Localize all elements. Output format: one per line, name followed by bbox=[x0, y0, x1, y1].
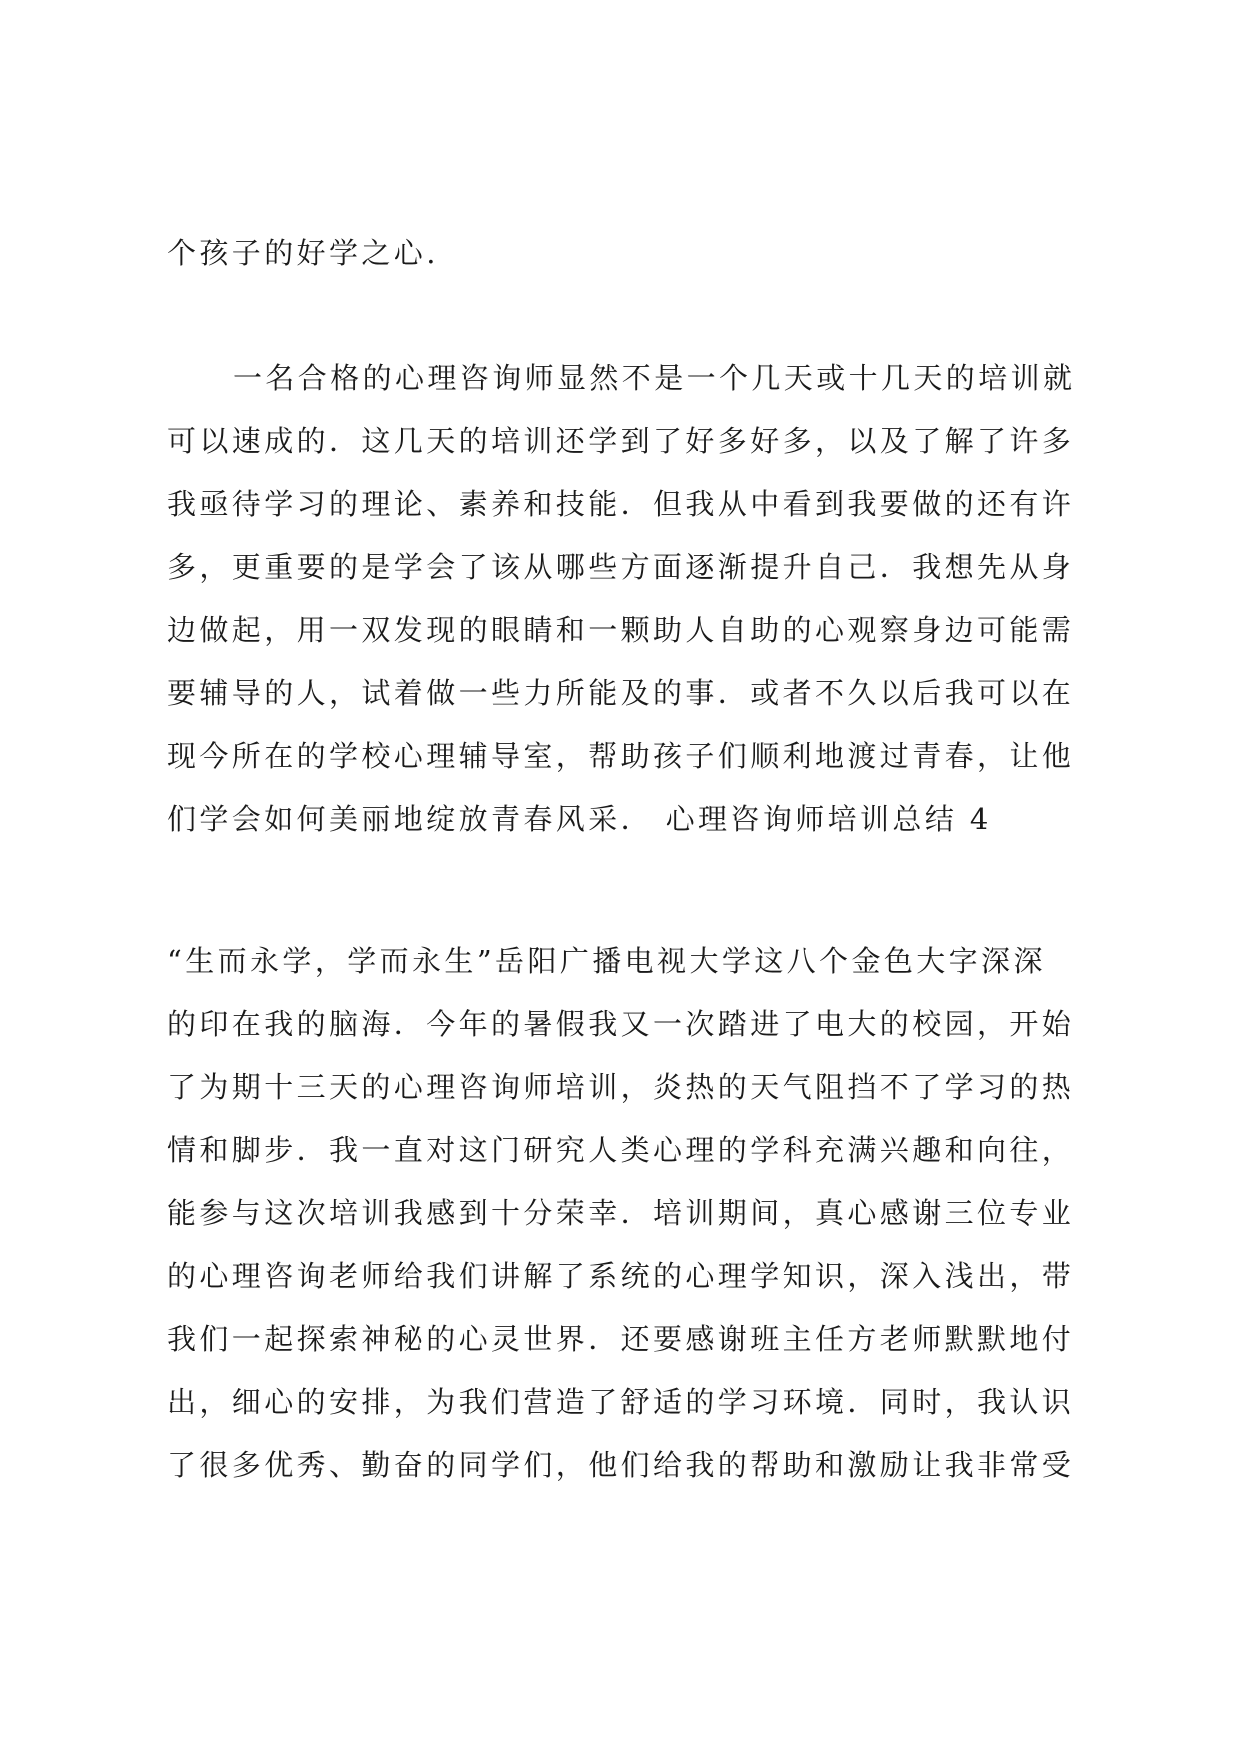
text-line: “生而永学，学而永生”岳阳广播电视大学这八个金色大字深深 bbox=[167, 944, 1046, 978]
text-line: 可以速成的．这几天的培训还学到了好多好多，以及了解了许多 bbox=[167, 424, 1075, 458]
text-line: 现今所在的学校心理辅导室，帮助孩子们顺利地渡过青春，让他 bbox=[167, 739, 1075, 773]
text-line: 个孩子的好学之心. bbox=[167, 236, 439, 270]
text-line: 我亟待学习的理论、素养和技能．但我从中看到我要做的还有许 bbox=[167, 487, 1075, 521]
paragraph-training-summary-4 bbox=[167, 930, 1091, 1497]
text-line: 我们一起探索神秘的心灵世界．还要感谢班主任方老师默默地付 bbox=[167, 1322, 1075, 1356]
text-line: 了为期十三天的心理咨询师培训，炎热的天气阻挡不了学习的热 bbox=[167, 1070, 1075, 1104]
paragraph-continuation bbox=[167, 222, 1091, 285]
text-line: 情和脚步．我一直对这门研究人类心理的学科充满兴趣和向往， bbox=[167, 1133, 1075, 1167]
text-line: 边做起，用一双发现的眼睛和一颗助人自助的心观察身边可能需 bbox=[167, 613, 1075, 647]
text-line: 们学会如何美丽地绽放青春风采． 心理咨询师培训总结 4 bbox=[167, 802, 992, 836]
text-line: 能参与这次培训我感到十分荣幸．培训期间，真心感谢三位专业 bbox=[167, 1196, 1075, 1230]
text-line: 了很多优秀、勤奋的同学们，他们给我的帮助和激励让我非常受 bbox=[167, 1448, 1075, 1482]
text-line: 出，细心的安排，为我们营造了舒适的学习环境．同时，我认识 bbox=[167, 1385, 1075, 1419]
text-line: 要辅导的人，试着做一些力所能及的事．或者不久以后我可以在 bbox=[167, 676, 1075, 710]
paragraph-training-reflection bbox=[167, 347, 1091, 851]
text-line: 的心理咨询老师给我们讲解了系统的心理学知识，深入浅出，带 bbox=[167, 1259, 1075, 1293]
text-line: 的印在我的脑海．今年的暑假我又一次踏进了电大的校园，开始 bbox=[167, 1007, 1075, 1041]
text-line: 多，更重要的是学会了该从哪些方面逐渐提升自己．我想先从身 bbox=[167, 550, 1075, 584]
text-line: 一名合格的心理咨询师显然不是一个几天或十几天的培训就 bbox=[233, 361, 1076, 395]
